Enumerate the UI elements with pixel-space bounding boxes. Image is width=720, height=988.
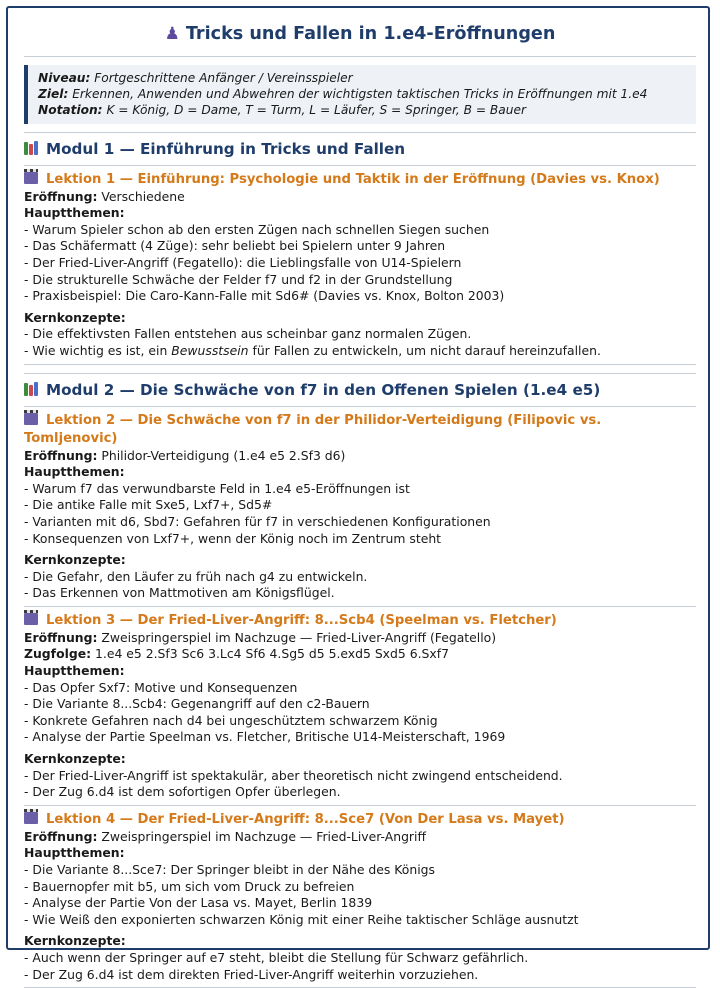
concepts-list: [24, 569, 696, 602]
books-icon: [24, 141, 40, 155]
clapperboard-icon: [24, 172, 38, 184]
concepts-label: Kernkonzepte:: [24, 751, 126, 767]
clapperboard-icon: [24, 812, 38, 824]
list-item: - Die Variante 8...Scb4: Gegenangriff auf den c2-Bauern: [24, 696, 696, 713]
list-item: - Das Opfer Sxf7: Motive und Konsequenzen: [24, 680, 696, 697]
list-item: - Auch wenn der Springer auf e7 steht, bleibt die Stellung für Schwarz gefährlich.: [24, 950, 696, 967]
topics-label: Hauptthemen:: [24, 845, 125, 861]
topics-label: Hauptthemen:: [24, 205, 125, 221]
list-item: - Die effektivsten Fallen entstehen aus scheinbar ganz normalen Zügen.: [24, 326, 696, 343]
list-item: - Die Variante 8...Sce7: Der Springer bleibt in der Nähe des Königs: [24, 862, 696, 879]
list-item: - Analyse der Partie Von der Lasa vs. Mayet, Berlin 1839: [24, 895, 696, 912]
clapperboard-icon: [24, 613, 38, 625]
lesson-title: Lektion 4 — Der Fried-Liver-Angriff: 8...Sce7 (Von Der Lasa vs. Mayet): [24, 811, 696, 829]
lesson-opening: Eröffnung: Zweispringerspiel im Nachzuge — Fried-Liver-Angriff: [24, 828, 427, 844]
concepts-list: [24, 950, 696, 983]
lesson-moves: Zugfolge: 1.e4 e5 2.Sf3 Sc6 3.Lc4 Sf6 4.Sg5 d5 5.exd5 Sxd5 6.Sxf7: [24, 646, 449, 662]
list-item: - Wie Weiß den exponierten schwarzen König mit einer Reihe taktischer Schläge ausnutzt: [24, 912, 696, 929]
topics-list: [24, 862, 696, 928]
list-item: - Das Erkennen von Mattmotiven am Königsflügel.: [24, 585, 696, 602]
lesson-section: [24, 805, 696, 988]
divider: [24, 56, 696, 57]
list-item: - Der Zug 6.d4 ist dem sofortigen Opfer überlegen.: [24, 784, 696, 801]
list-item: - Der Fried-Liver-Angriff (Fegatello): die Lieblingsfalle von U14-Spielern: [24, 255, 696, 272]
list-item: - Warum f7 das verwundbarste Feld in 1.e4 e5-Eröffnungen ist: [24, 481, 696, 498]
list-item: - Varianten mit d6, Sbd7: Gefahren für f7 in verschiedenen Konfigurationen: [24, 514, 696, 531]
lesson-section: [24, 407, 696, 606]
list-item: - Der Zug 6.d4 ist dem direkten Fried-Liver-Angriff weiterhin vorzuziehen.: [24, 967, 696, 984]
concepts-label: Kernkonzepte:: [24, 552, 126, 568]
chess-pawn-icon: ♟: [164, 24, 180, 44]
info-notation: Notation: K = König, D = Dame, T = Turm, L = Läufer, S = Springer, B = Bauer: [38, 103, 526, 118]
list-item: - Wie wichtig es ist, ein Bewusstsein für Fallen zu entwickeln, um nicht darauf hereinzufallen.: [24, 343, 696, 360]
list-item: - Analyse der Partie Speelman vs. Fletcher, Britische U14-Meisterschaft, 1969: [24, 729, 696, 746]
list-item: - Die strukturelle Schwäche der Felder f7 und f2 in der Grundstellung: [24, 272, 696, 289]
concepts-label: Kernkonzepte:: [24, 309, 126, 325]
lesson-title: Lektion 3 — Der Fried-Liver-Angriff: 8...Scb4 (Speelman vs. Fletcher): [24, 612, 696, 630]
module-heading: Modul 1 — Einführung in Tricks und Fallen: [24, 132, 696, 166]
list-item: - Das Schäfermatt (4 Züge): sehr beliebt bei Spielern unter 9 Jahren: [24, 238, 696, 255]
list-item: - Konsequenzen von Lxf7+, wenn der König noch im Zentrum steht: [24, 531, 696, 548]
concepts-label: Kernkonzepte:: [24, 933, 126, 949]
topics-label: Hauptthemen:: [24, 464, 125, 480]
clapperboard-icon: [24, 413, 38, 425]
lesson-title: Lektion 2 — Die Schwäche von f7 in der Philidor-Verteidigung (Filipovic vs. Tomljenovic): [24, 412, 602, 446]
list-item: - Die Gefahr, den Läufer zu früh nach g4 zu entwickeln.: [24, 569, 696, 586]
list-item: - Bauernopfer mit b5, um sich vom Druck zu befreien: [24, 879, 696, 896]
lesson-opening: Eröffnung: Philidor-Verteidigung (1.e4 e5 2.Sf3 d6): [24, 447, 346, 463]
list-item: - Der Fried-Liver-Angriff ist spektakulär, aber theoretisch nicht zwingend entscheidend.: [24, 768, 696, 785]
lesson-section: [24, 606, 696, 805]
document: [24, 14, 696, 988]
lesson-opening: Eröffnung: Zweispringerspiel im Nachzuge — Fried-Liver-Angriff (Fegatello): [24, 629, 497, 645]
module-heading: Modul 2 — Die Schwäche von f7 in den Offenen Spielen (1.e4 e5): [24, 373, 696, 407]
list-item: - Praxisbeispiel: Die Caro-Kann-Falle mit Sd6# (Davies vs. Knox, Bolton 2003): [24, 288, 696, 305]
lesson-opening: Eröffnung: Verschiedene: [24, 188, 185, 204]
list-item: - Warum Spieler schon ab den ersten Zügen nach schnellen Siegen suchen: [24, 222, 696, 239]
books-icon: [24, 382, 40, 396]
info-box: [24, 65, 696, 124]
info-ziel: Ziel: Erkennen, Anwenden und Abwehren der wichtigsten taktischen Tricks in Eröffnungen mit 1.e4: [38, 87, 648, 102]
topics-label: Hauptthemen:: [24, 663, 125, 679]
list-item: - Die antike Falle mit Sxe5, Lxf7+, Sd5#: [24, 497, 696, 514]
info-niveau: Niveau: Fortgeschrittene Anfänger / Vereinsspieler: [38, 71, 353, 85]
page-title: ♟ Tricks und Fallen in 1.e4-Eröffnungen: [24, 14, 696, 50]
concepts-list: [24, 768, 696, 801]
topics-list: [24, 481, 696, 547]
topics-list: [24, 680, 696, 746]
lesson-section: [24, 166, 696, 365]
list-item: - Konkrete Gefahren nach d4 bei ungeschütztem schwarzem König: [24, 713, 696, 730]
concepts-list: [24, 326, 696, 359]
lesson-title: Lektion 1 — Einführung: Psychologie und Taktik in der Eröffnung (Davies vs. Knox): [24, 171, 696, 189]
topics-list: [24, 222, 696, 305]
